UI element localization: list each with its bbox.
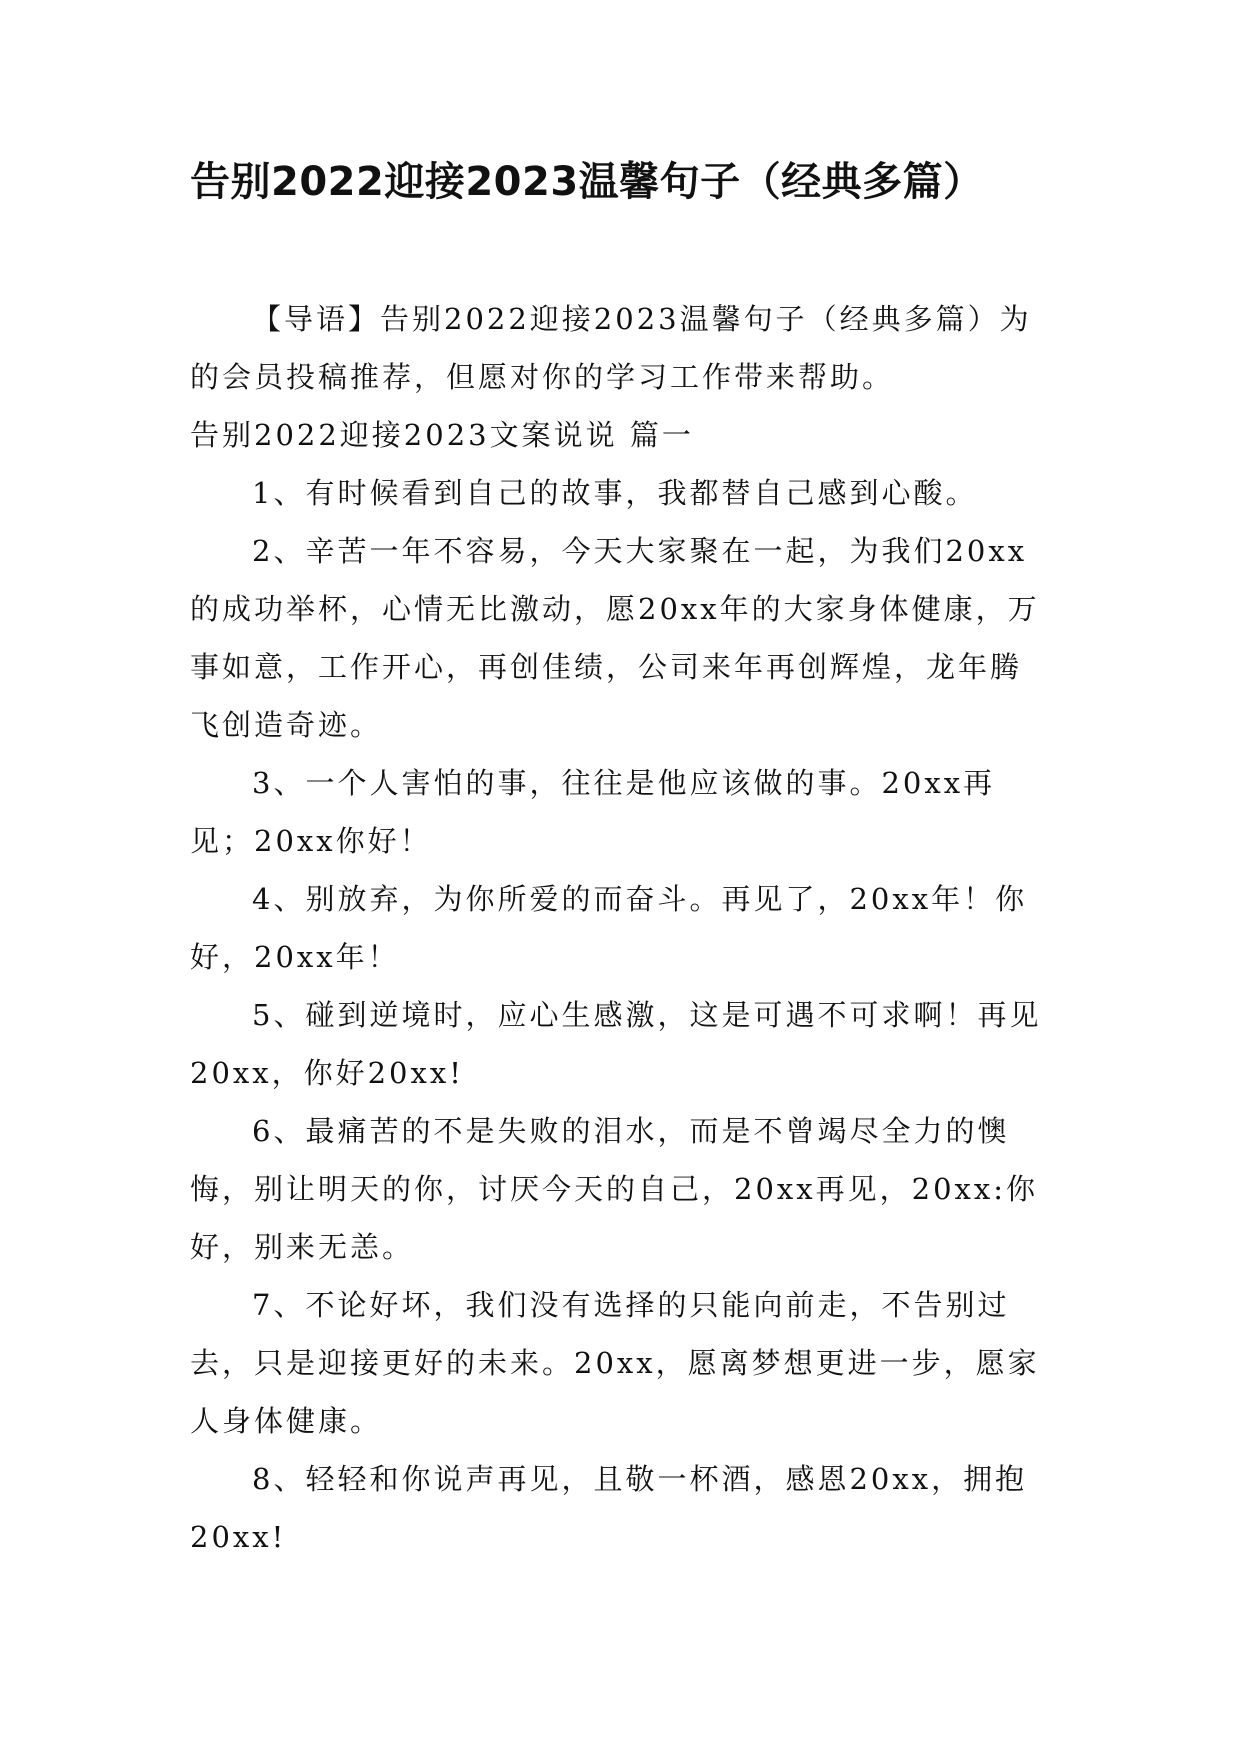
list-item: 6、最痛苦的不是失败的泪水，而是不曾竭尽全力的懊悔，别让明天的你，讨厌今天的自己，20xx再见，20xx:你好，别来无恙。 [190, 1114, 1038, 1264]
list-item: 5、碰到逆境时，应心生感激，这是可遇不可求啊！再见20xx，你好20xx! [190, 998, 1042, 1090]
list-item: 2、辛苦一年不容易，今天大家聚在一起，为我们20xx的成功举杯，心情无比激动，愿20xx年的大家身体健康，万事如意，工作开心，再创佳绩，公司来年再创辉煌，龙年腾飞创造奇迹。 [190, 534, 1040, 742]
document-body [190, 290, 1050, 1566]
document-title: 告别2022迎接2023温馨句子（经典多篇） [190, 159, 984, 205]
list-item: 3、一个人害怕的事，往往是他应该做的事。20xx再见；20xx你好！ [190, 766, 996, 858]
list-item: 4、别放弃，为你所爱的而奋斗。再见了，20xx年！你好，20xx年！ [190, 882, 1028, 974]
section-heading: 告别2022迎接2023文案说说 篇一 [190, 418, 694, 452]
intro-paragraph: 【导语】告别2022迎接2023温馨句子（经典多篇）为的会员投稿推荐，但愿对你的学习工作带来帮助。 [190, 302, 1032, 394]
list-item: 8、轻轻和你说声再见，且敬一杯酒，感恩20xx，拥抱20xx! [190, 1462, 1028, 1554]
list-item: 1、有时候看到自己的故事，我都替自己感到心酸。 [252, 476, 978, 510]
list-item: 7、不论好坏，我们没有选择的只能向前走，不告别过去，只是迎接更好的未来。20xx，愿离梦想更进一步，愿家人身体健康。 [190, 1288, 1040, 1438]
